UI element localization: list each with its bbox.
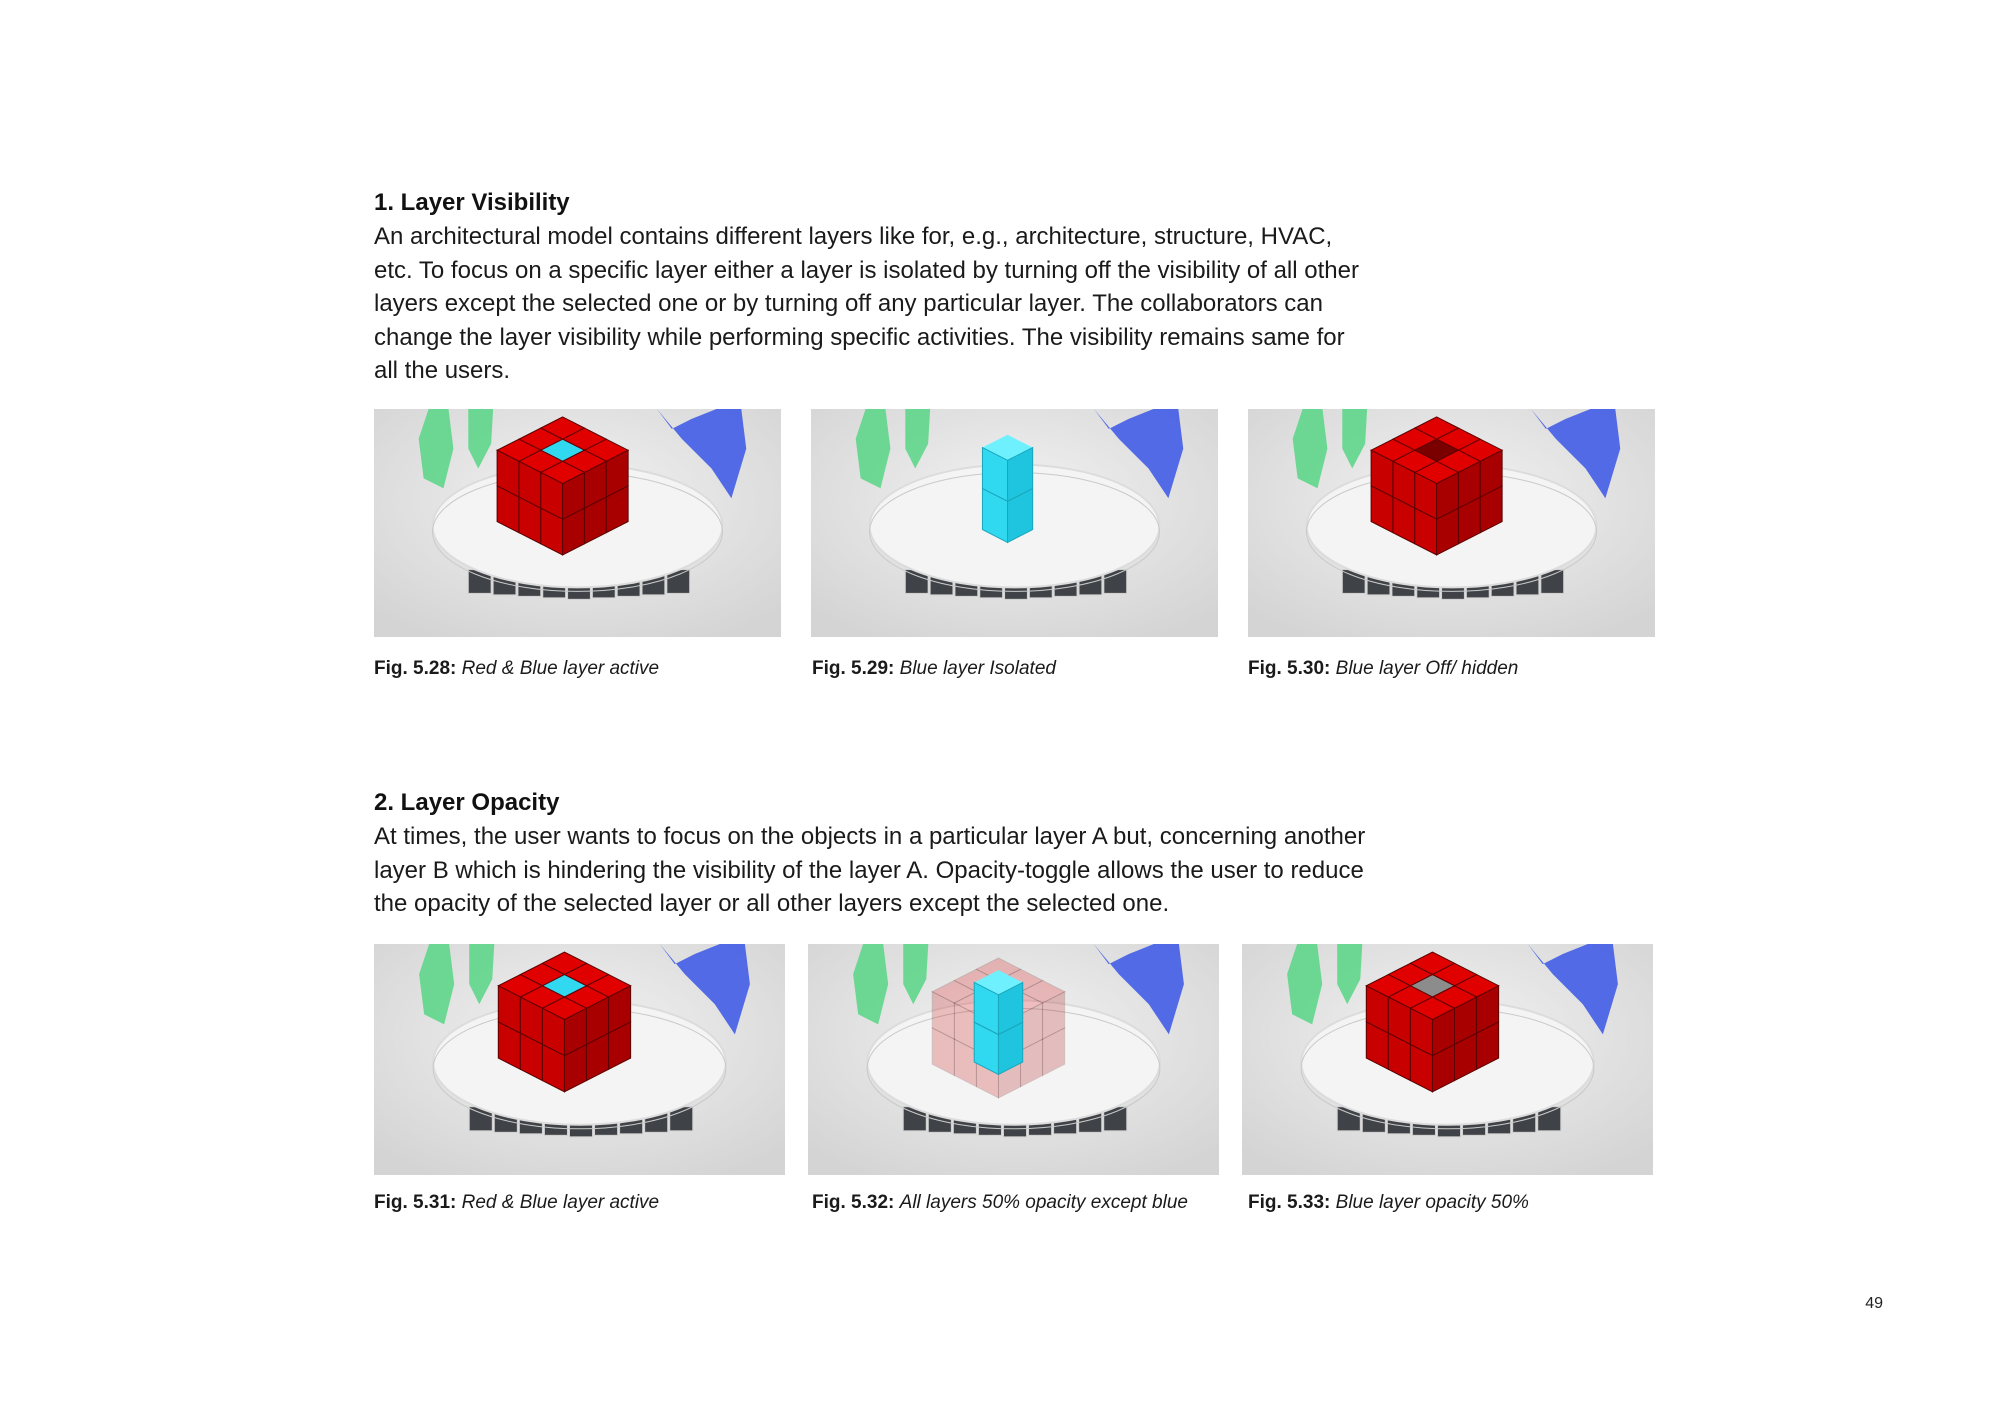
section-heading: 1. Layer Visibility: [374, 189, 570, 216]
figure-label: Fig. 5.31:: [374, 1192, 457, 1213]
figure-image: [374, 944, 785, 1175]
figure-caption: [812, 657, 1056, 681]
figure-label: Fig. 5.29:: [812, 658, 895, 679]
figure-caption: [1248, 657, 1518, 681]
section-layer-visibility: [374, 186, 1374, 388]
figure-caption-text: All layers 50% opacity except blue: [899, 1192, 1188, 1213]
figure-label: Fig. 5.32:: [812, 1192, 895, 1213]
figure-label: Fig. 5.30:: [1248, 658, 1331, 679]
figure-label: Fig. 5.28:: [374, 658, 457, 679]
section-body: An architectural model contains different layers like for, e.g., architecture, structure, HVAC, etc. To focus on a specific layer either a layer is isolated by turning off the visibility of all other layers except the selected one or by turning off any particular layer. The collaborators can change the layer visibility while performing specific activities. The visibility remains same for all the users.: [374, 223, 1359, 384]
figure-caption-text: Red & Blue layer active: [461, 658, 660, 679]
figure-caption-text: Blue layer opacity 50%: [1335, 1192, 1529, 1213]
figure-image: [811, 409, 1218, 637]
figure-caption: [374, 1191, 659, 1215]
figure-caption-text: Blue layer Isolated: [899, 658, 1056, 679]
figure-caption-text: Blue layer Off/ hidden: [1335, 658, 1519, 679]
section-heading: 2. Layer Opacity: [374, 789, 560, 816]
figure-caption: [1248, 1191, 1529, 1215]
page-number: 49: [1865, 1295, 1883, 1312]
section-body: At times, the user wants to focus on the objects in a particular layer A but, concerning another layer B which is hindering the visibility of the layer A. Opacity-toggle allows the user to reduce the opacity of the selected layer or all other layers except the selected one.: [374, 823, 1366, 917]
figure-image: [808, 944, 1219, 1175]
figure-caption: [812, 1191, 1188, 1215]
figure-image: [374, 409, 781, 637]
figure-label: Fig. 5.33:: [1248, 1192, 1331, 1213]
section-layer-opacity: [374, 786, 1374, 921]
figure-image: [1248, 409, 1655, 637]
figure-image: [1242, 944, 1653, 1175]
figure-caption: [374, 657, 659, 681]
figure-caption-text: Red & Blue layer active: [461, 1192, 660, 1213]
